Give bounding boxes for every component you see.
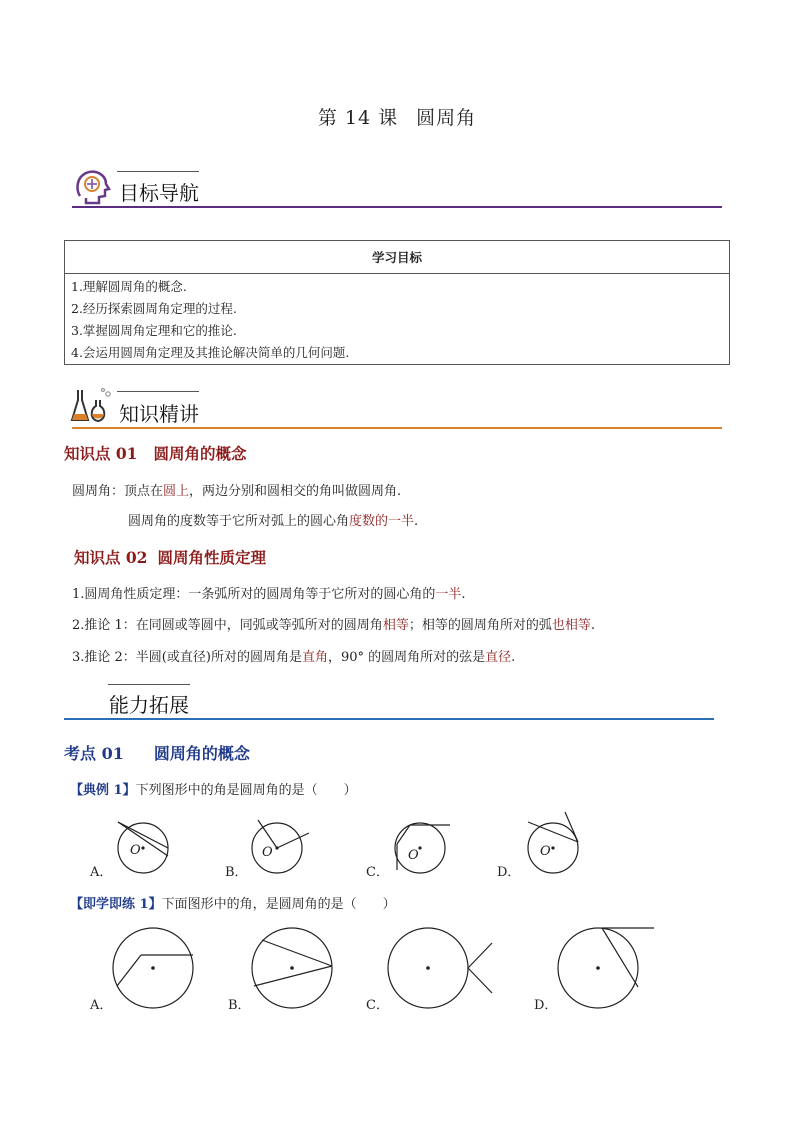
section-goals-underline [72, 206, 722, 208]
figure-a-line [117, 955, 141, 986]
option-d-label: D． [497, 865, 521, 880]
goals-table [64, 240, 730, 365]
figure-a-line [118, 822, 168, 856]
lesson-number: 第 14 课 [317, 107, 399, 129]
text: ，90° 的圆周角所对的弦是 [327, 650, 486, 665]
kp1-line1 [72, 480, 401, 499]
highlight: 度数的一半 [349, 514, 415, 529]
kp2-name: 圆周角性质定理 [157, 548, 266, 567]
figure-b-line [262, 940, 332, 966]
center-label-d: O [540, 844, 551, 859]
center-label-a: O [130, 843, 141, 858]
figure-c-line [468, 968, 492, 993]
kp2-heading [74, 546, 266, 568]
text: . [590, 618, 595, 633]
center-label-b: O [262, 845, 273, 860]
text: . [511, 650, 516, 665]
goal-row: 1.理解圆周角的概念. [65, 274, 730, 299]
section-knowledge-title: 知识精讲 [119, 402, 199, 426]
option-b-label: B． [228, 998, 251, 1013]
figure-c-line [468, 943, 492, 968]
option-c-label: C． [366, 998, 389, 1013]
kd1-name: 圆周角的概念 [153, 744, 250, 763]
text: ；相等的圆周角所对的弧 [408, 618, 552, 633]
section-knowledge-overline [117, 391, 199, 392]
highlight: 也相等 [551, 618, 591, 633]
highlight: 相等 [382, 618, 409, 633]
example1-question: 下列图形中的角是圆周角的是（ ） [135, 783, 357, 798]
kp2-line1 [72, 583, 466, 602]
flask-icon [70, 386, 114, 426]
text: 圆周角的度数等于它所对弧上的圆心角 [128, 514, 350, 529]
text: . [414, 514, 419, 529]
kp1-label: 知识点 01 [64, 444, 138, 463]
highlight: 一半 [435, 587, 462, 602]
figure-a-line [118, 822, 168, 848]
option-c-label: C． [366, 865, 389, 880]
figure-b-line [277, 833, 309, 848]
section-ability-underline [64, 718, 714, 720]
kp2-label: 知识点 02 [74, 548, 148, 567]
kp1-line2 [128, 510, 418, 529]
section-goals-overline [117, 171, 199, 172]
figure-b-line [258, 820, 277, 848]
section-ability-title: 能力拓展 [109, 693, 189, 717]
example1 [70, 779, 357, 798]
goal-row: 4.会运用圆周角定理及其推论解决简单的几何问题. [65, 342, 730, 365]
example1-tag: 【典例 1】 [70, 783, 136, 798]
center-label-c: O [408, 848, 419, 863]
text: . [461, 587, 466, 602]
option-d-label: D． [534, 998, 558, 1013]
section-knowledge-underline [72, 427, 722, 429]
option-a-label: A． [90, 998, 113, 1013]
brain-head-icon [72, 166, 112, 206]
kp1-heading [64, 442, 246, 464]
highlight: 直径 [485, 650, 512, 665]
kp2-line2 [72, 614, 595, 633]
section-goals-title: 目标导航 [119, 181, 199, 205]
goal-row: 3.掌握圆周角定理和它的推论. [65, 320, 730, 342]
goal-row: 2.经历探索圆周角定理的过程. [65, 298, 730, 320]
text: 3.推论 2：半圆(或直径)所对的圆周角是 [72, 650, 302, 665]
kd1-label: 考点 01 [64, 744, 124, 763]
text: ，两边分别和圆相交的角叫做圆周角. [189, 484, 402, 499]
example1-figures [0, 800, 794, 890]
text: 2.推论 1：在同圆或等圆中，同弧或等弧所对的圆周角 [72, 618, 383, 633]
highlight: 圆上 [163, 484, 190, 499]
kp2-line3 [72, 646, 515, 665]
example2-tag: 【即学即练 1】 [70, 897, 162, 912]
option-a-label: A． [90, 865, 113, 880]
highlight: 直角 [301, 650, 328, 665]
example2-question: 下面图形中的角，是圆周角的是（ ） [161, 897, 396, 912]
lesson-topic: 圆周角 [416, 107, 477, 129]
option-b-label: B． [225, 865, 248, 880]
kd1-heading [64, 741, 250, 764]
text: 圆周角：顶点在 [72, 484, 164, 499]
page-title [0, 103, 794, 130]
example2 [70, 893, 396, 912]
figure-d-line [602, 928, 638, 987]
goals-table-header: 学习目标 [65, 241, 730, 274]
example2-figures [0, 918, 794, 1028]
section-ability-overline [108, 684, 190, 685]
kp1-name: 圆周角的概念 [153, 444, 247, 463]
text: 1.圆周角性质定理：一条弧所对的圆周角等于它所对的圆心角的 [72, 587, 436, 602]
